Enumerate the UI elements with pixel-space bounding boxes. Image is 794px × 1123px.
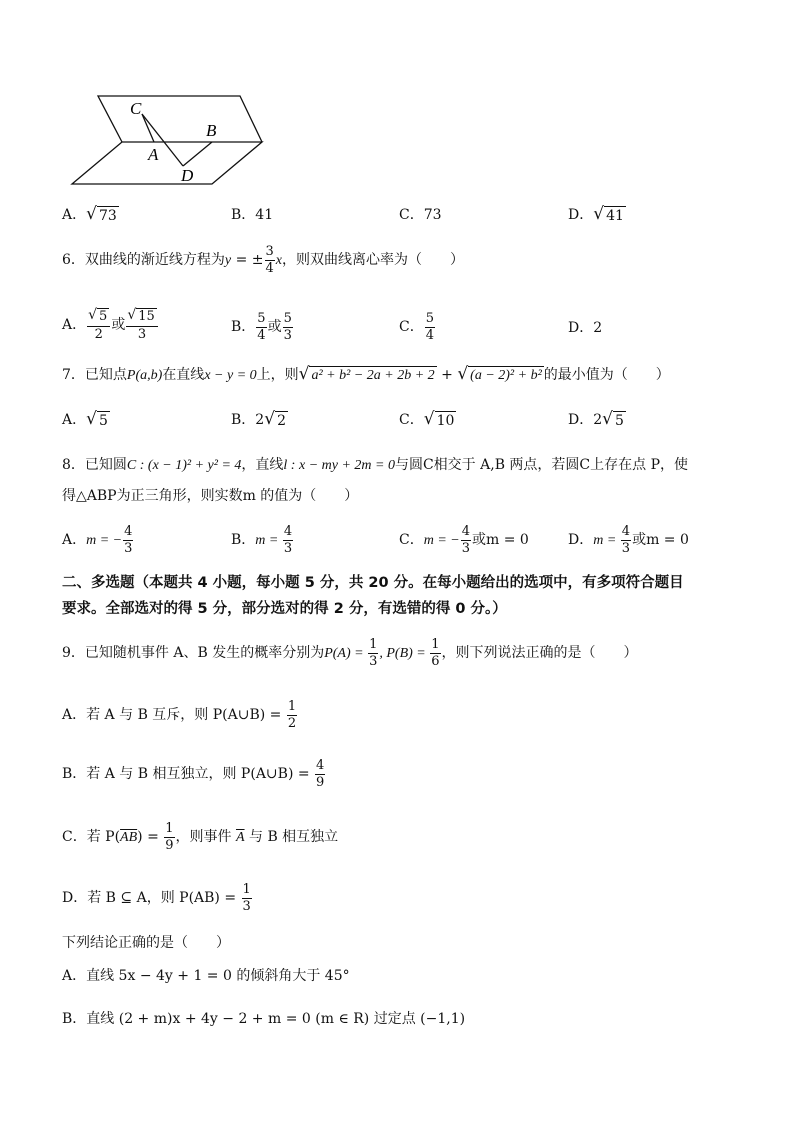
stem-text: 的最小值为（ ） bbox=[543, 367, 670, 384]
fraction: $\frac{4}{3}$ bbox=[283, 524, 293, 556]
math-expr: P(a,b) bbox=[126, 368, 163, 384]
math-op: + bbox=[436, 367, 458, 384]
fraction: $\frac{4}{3}$ bbox=[461, 524, 471, 556]
option-text: A．若 A 与 B 互斥，则 P(A∪B) = bbox=[62, 707, 286, 724]
sqrt: √ 5 bbox=[86, 409, 108, 429]
fraction: √ 5 2 bbox=[87, 308, 110, 342]
sqrt: √ 41 bbox=[593, 204, 624, 224]
q6-option-c[interactable] bbox=[399, 312, 436, 342]
label-c: C bbox=[130, 99, 142, 118]
q8-option-a[interactable] bbox=[62, 525, 134, 555]
stem-text: 6．双曲线的渐近线方程为 bbox=[62, 252, 225, 269]
fraction: $\frac{5}{3}$ bbox=[283, 311, 292, 343]
q8-stem-line2: 得△ABP为正三角形，则实数m 的值为（ ） bbox=[62, 488, 359, 504]
sqrt: √ a² + b² − 2a + 2b + 2 bbox=[298, 364, 435, 384]
q8-option-d[interactable] bbox=[568, 525, 689, 555]
q8-option-b[interactable] bbox=[231, 525, 294, 555]
fraction: $\frac{4}{3}$ bbox=[621, 524, 631, 556]
q9-option-b[interactable] bbox=[62, 759, 326, 789]
q5-option-b[interactable]: B．41 bbox=[231, 207, 274, 223]
option-letter: A． bbox=[62, 316, 87, 333]
label-a: A bbox=[148, 145, 159, 164]
q5-option-a[interactable] bbox=[62, 206, 119, 224]
sqrt: √ 5 bbox=[602, 409, 624, 429]
fraction: $\frac{3}{4}$ bbox=[265, 244, 274, 276]
fraction: $\frac{5}{4}$ bbox=[257, 311, 266, 343]
math-expr: 或m = 0 bbox=[632, 532, 689, 549]
stem-text: 在直线 bbox=[162, 367, 205, 384]
option-text: 与 B 相互独立 bbox=[244, 829, 339, 846]
fraction: $\frac{4}{3}$ bbox=[124, 524, 133, 556]
math-expr: m = bbox=[255, 533, 282, 549]
stem-text: 上，则 bbox=[256, 367, 299, 384]
q10-option-b[interactable]: B．直线 (2 + m)x + 4y − 2 + m = 0 (m ∈ R) 过定点 (−1,1) bbox=[62, 1011, 466, 1027]
math-var: x bbox=[275, 253, 283, 269]
math-expr: C : (x − 1)² + y² = 4 bbox=[126, 458, 242, 473]
segment-ca bbox=[142, 114, 154, 142]
option-letter: C． bbox=[399, 319, 424, 336]
q7-stem bbox=[62, 366, 670, 384]
segment-db bbox=[183, 142, 212, 166]
q7-option-b[interactable] bbox=[231, 411, 288, 429]
option-letter: A． bbox=[62, 412, 87, 429]
stem-text: ，直线 bbox=[241, 457, 284, 473]
q6-stem bbox=[62, 245, 464, 275]
option-letter: B． bbox=[231, 532, 256, 549]
option-letter: B． bbox=[231, 412, 256, 429]
math-expr: 或m = 0 bbox=[472, 532, 529, 549]
upper-plane bbox=[98, 96, 262, 142]
math-var: y bbox=[224, 253, 232, 269]
option-letter: C． bbox=[399, 412, 424, 429]
sqrt: √ 73 bbox=[86, 204, 117, 224]
plane-diagram bbox=[60, 88, 270, 192]
fraction: $\frac{1}{3}$ bbox=[369, 637, 378, 669]
math-expr: l : x − my + 2m = 0 bbox=[283, 458, 395, 473]
stem-text: 7．已知点 bbox=[62, 367, 127, 384]
q8-option-c[interactable] bbox=[399, 525, 529, 555]
fraction: $\frac{1}{9}$ bbox=[165, 821, 174, 853]
math-op: = ± bbox=[231, 252, 264, 269]
stem-text: ，则双曲线离心率为（ ） bbox=[282, 252, 465, 269]
fraction: $\frac{4}{9}$ bbox=[316, 758, 325, 790]
option-letter: D． bbox=[568, 207, 594, 224]
math-expr: x − y = 0 bbox=[204, 368, 257, 384]
option-letter: D． bbox=[568, 532, 594, 549]
or-text: 或 bbox=[111, 316, 126, 333]
section-heading-line1: 二、多选题（本题共 4 小题，每小题 5 分，共 20 分。在每小题给出的选项中，有多项符合题目 bbox=[62, 575, 684, 591]
fraction: $\frac{1}{6}$ bbox=[431, 637, 440, 669]
q8-stem-line1 bbox=[62, 458, 688, 473]
option-letter: D． bbox=[568, 412, 594, 429]
complement-expr: $\overline{A}$ bbox=[235, 830, 245, 846]
q10-stem: 下列结论正确的是（ ） bbox=[62, 935, 230, 951]
q6-option-d[interactable]: D．2 bbox=[568, 320, 603, 336]
fraction: $\frac{1}{3}$ bbox=[242, 882, 251, 914]
label-b: B bbox=[206, 121, 217, 140]
math-expr: m = − bbox=[86, 533, 123, 549]
fraction: $\frac{5}{4}$ bbox=[425, 311, 434, 343]
math-expr: , P(B) = bbox=[379, 646, 430, 662]
option-text: C．若 P( bbox=[62, 829, 121, 846]
q9-option-c[interactable] bbox=[62, 822, 338, 852]
q5-option-d[interactable] bbox=[568, 206, 626, 224]
complement-expr: $\overline{AB}$ bbox=[120, 830, 138, 846]
math-expr: m = − bbox=[423, 533, 460, 549]
stem-text: ，则下列说法正确的是（ ） bbox=[441, 645, 638, 662]
sqrt: √ 10 bbox=[423, 409, 455, 429]
or-text: 或 bbox=[267, 319, 282, 336]
q6-option-a[interactable] bbox=[62, 308, 159, 342]
q7-option-d[interactable] bbox=[568, 411, 626, 429]
option-text: B．若 A 与 B 相互独立，则 P(A∪B) = bbox=[62, 766, 315, 783]
q9-option-d[interactable] bbox=[62, 883, 253, 913]
coefficient: 2 bbox=[255, 412, 265, 429]
q9-stem bbox=[62, 638, 638, 668]
math-expr: m = bbox=[593, 533, 620, 549]
q5-option-c[interactable]: C．73 bbox=[399, 207, 442, 223]
section-heading-line2: 要求。全部选对的得 5 分，部分选对的得 2 分，有选错的得 0 分。） bbox=[62, 601, 507, 617]
stem-text: 与圆C相交于 A,B 两点，若圆C上存在点 P，使 bbox=[394, 457, 689, 473]
lower-plane bbox=[72, 142, 262, 184]
q7-option-a[interactable] bbox=[62, 411, 110, 429]
stem-text: 8．已知圆 bbox=[62, 457, 127, 473]
stem-text: 9．已知随机事件 A、B 发生的概率分别为 bbox=[62, 645, 325, 662]
coefficient: 2 bbox=[593, 412, 603, 429]
q6-option-b[interactable] bbox=[231, 312, 294, 342]
option-letter: B． bbox=[231, 319, 256, 336]
math-expr: P(A) = bbox=[324, 646, 368, 662]
q10-option-a[interactable]: A．直线 5x − 4y + 1 = 0 的倾斜角大于 45° bbox=[62, 968, 350, 984]
sqrt: √ 2 bbox=[264, 409, 286, 429]
label-d: D bbox=[181, 166, 194, 185]
fraction: √ 15 3 bbox=[126, 308, 157, 342]
option-text: D．若 B ⊆ A，则 P(AB) = bbox=[62, 890, 241, 907]
sqrt: √ (a − 2)² + b² bbox=[457, 364, 542, 384]
q9-option-a[interactable] bbox=[62, 700, 298, 730]
fraction: $\frac{1}{2}$ bbox=[287, 699, 297, 731]
option-letter: A． bbox=[62, 207, 87, 224]
q7-option-c[interactable] bbox=[399, 411, 456, 429]
option-letter: C． bbox=[399, 532, 424, 549]
option-letter: A． bbox=[62, 532, 87, 549]
math-op: ) = bbox=[137, 829, 164, 846]
option-text: ，则事件 bbox=[175, 829, 236, 846]
